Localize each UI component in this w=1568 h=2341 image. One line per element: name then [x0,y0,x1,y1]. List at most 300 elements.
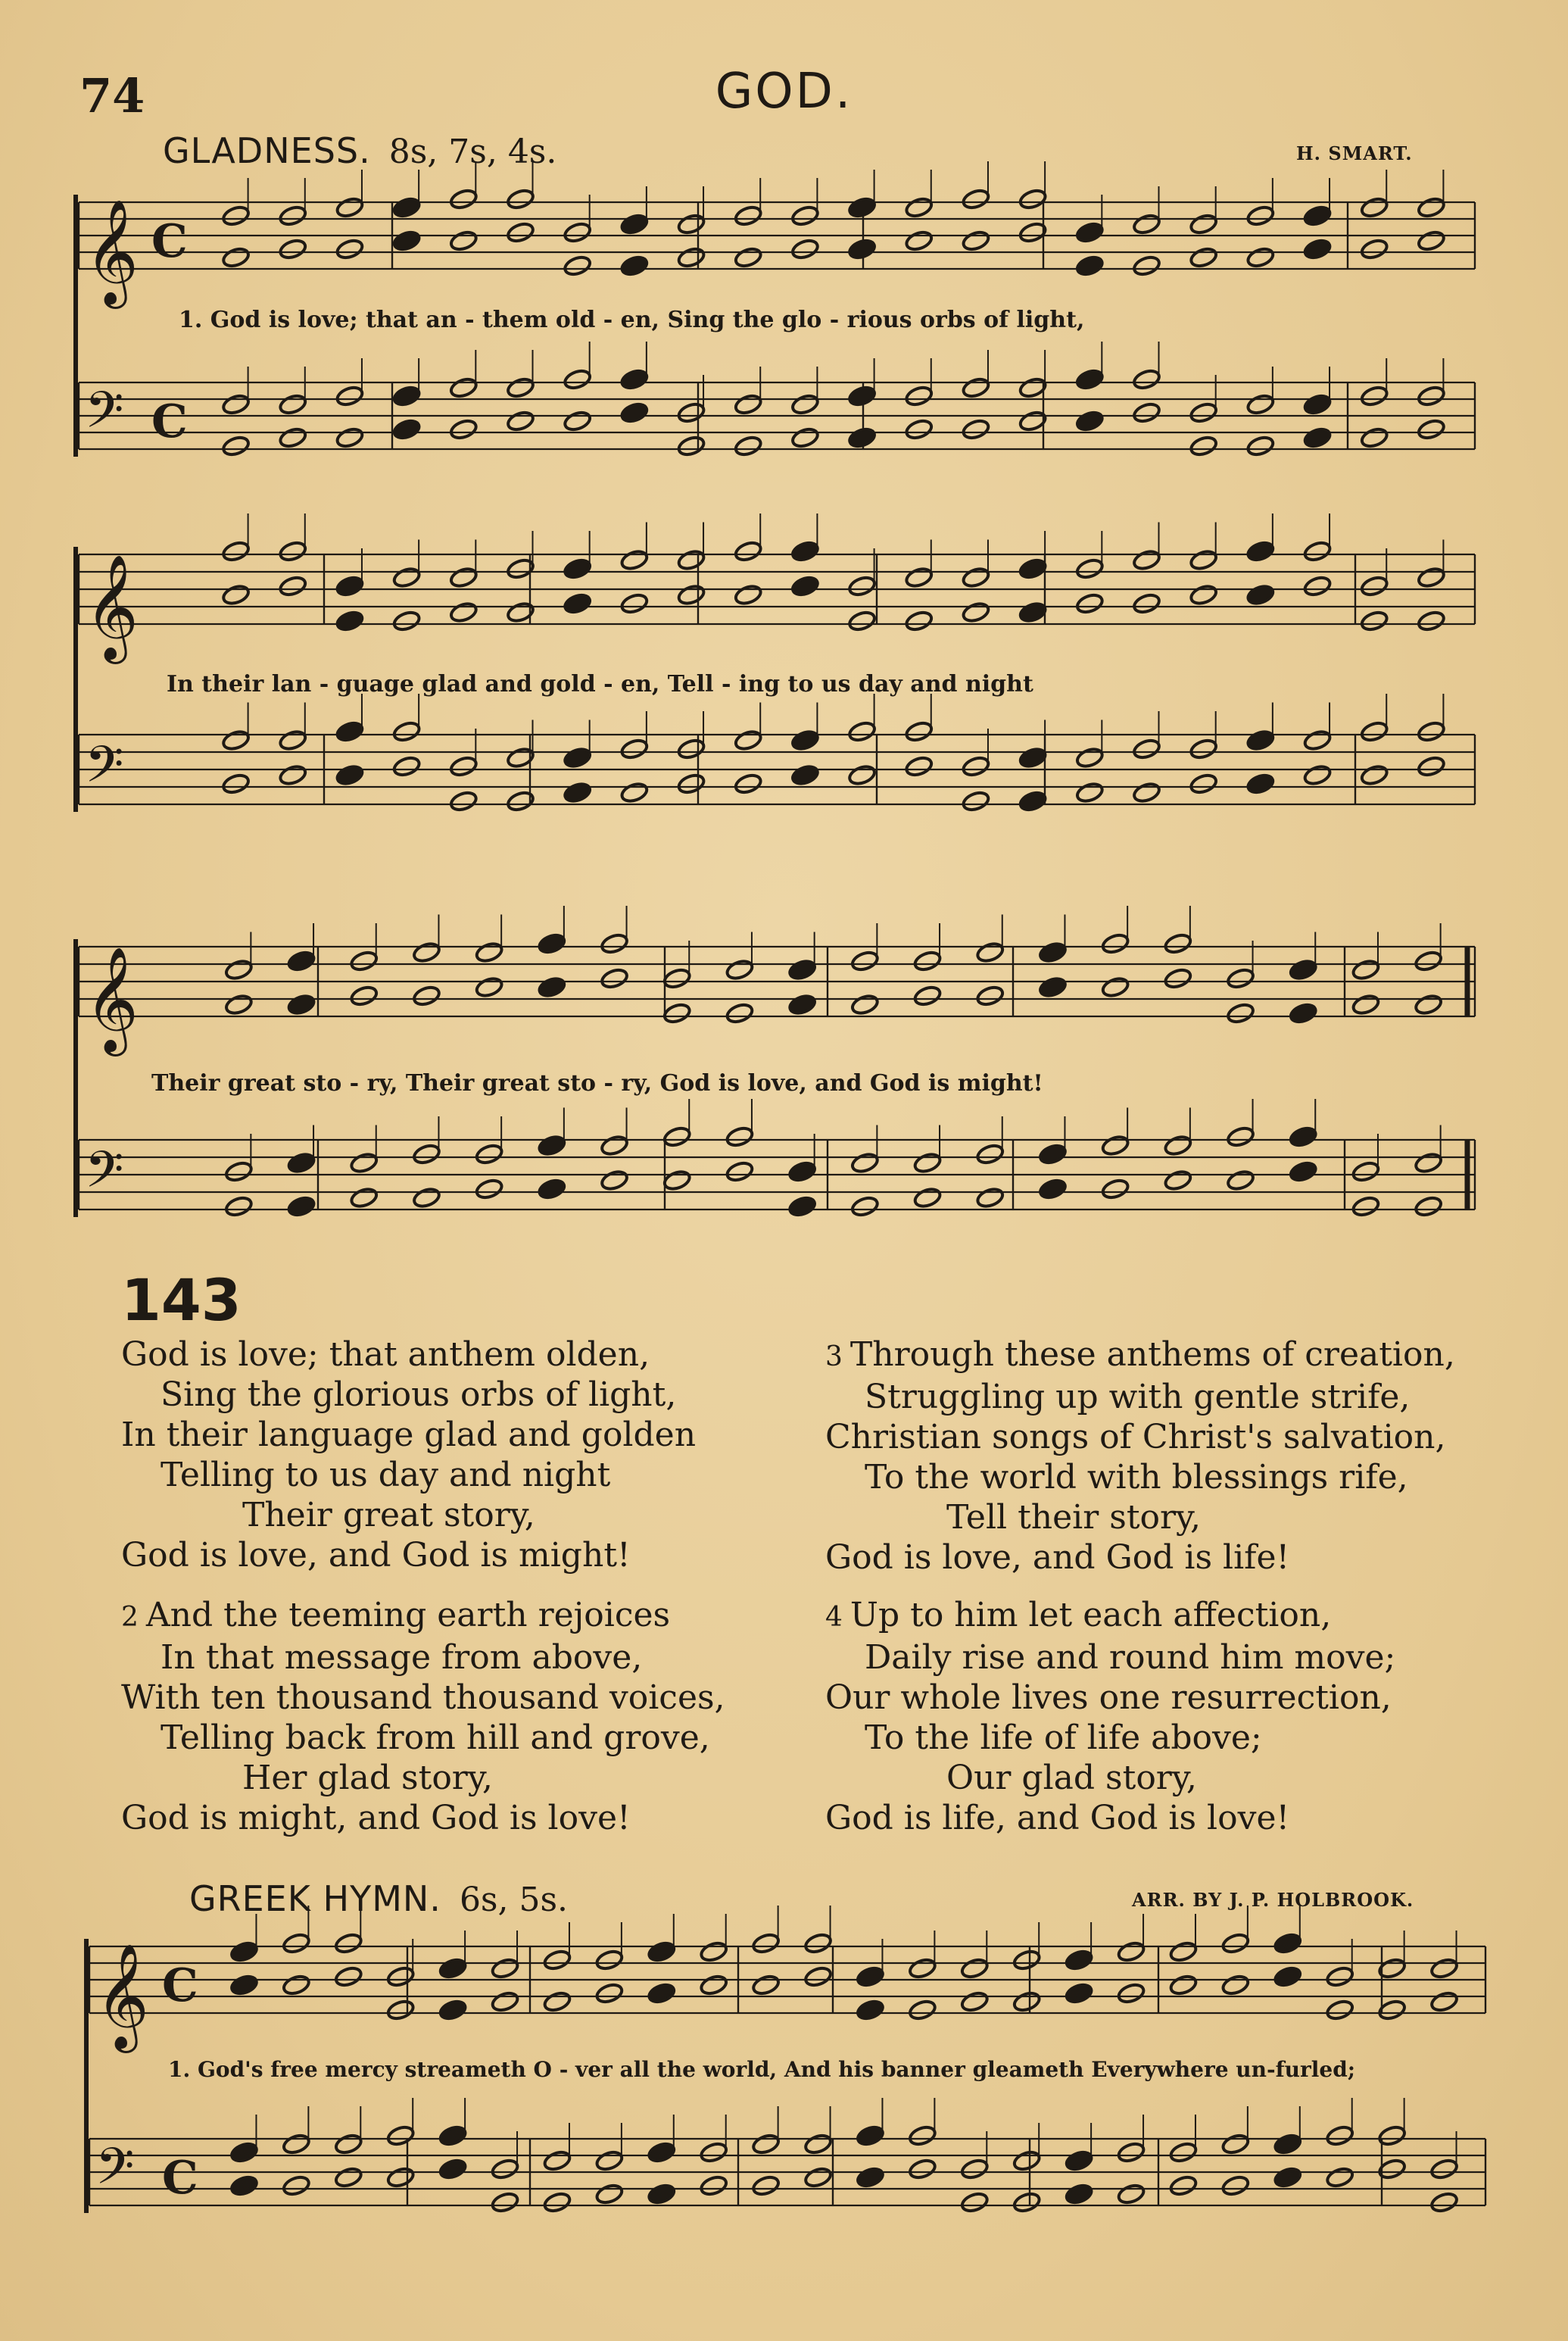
note-head [790,393,820,416]
note-head [1189,401,1218,424]
note-head [1038,941,1068,963]
note-head [335,426,365,449]
note-head [1273,2166,1302,2189]
note-head [1414,993,1443,1016]
note-head [1414,950,1443,972]
stanza-line: Through these anthems of creation, [849,1335,1455,1374]
note-head [975,1143,1005,1166]
note-head [563,781,592,804]
note-head [438,1999,468,2021]
verse-number: 4 [825,1602,843,1633]
note-head [734,246,763,269]
note-head [847,763,877,786]
note-head [1360,610,1389,632]
note-head [1414,1195,1443,1218]
note-head [904,566,934,588]
note-head [506,221,535,244]
note-head [449,376,479,399]
note-head [850,1195,880,1218]
note-head [491,2191,520,2214]
note-head [506,188,535,211]
verse-number: 2 [121,1602,139,1633]
note-head [904,196,934,219]
note-head [449,566,479,588]
note-head [278,204,307,227]
note-head [1351,993,1381,1016]
note-head [1132,368,1161,391]
note-head [449,790,479,813]
note-head [803,2133,833,2155]
stanza-1 [121,1334,696,1575]
note-head [751,2174,781,2197]
stanza-line: God is love, and God is life! [825,1538,1290,1577]
note-head [412,1186,441,1209]
note-head [563,592,592,615]
note-head [1360,720,1389,743]
note-head [1220,1932,1250,1955]
note-head [1226,1002,1255,1025]
note-head [913,985,943,1007]
note-head [600,1169,629,1191]
note-head [1101,932,1130,955]
note-head [790,204,820,227]
note-head [962,755,991,778]
note-head [1377,2124,1407,2147]
note-head [1117,1982,1146,2005]
note-head [563,368,592,391]
note-head [1038,1143,1068,1166]
note-head [790,575,820,598]
composer-credit: H. SMART. [1296,142,1413,164]
note-head [1289,1125,1318,1148]
note-head [506,376,535,399]
note-head [1012,1990,1042,2013]
note-head [904,720,934,743]
clef: 𝄞 [85,947,139,1052]
note-head [594,2149,624,2172]
note-head [1351,1160,1381,1183]
note-head [221,540,251,563]
note-head [287,1195,316,1218]
note-head [1220,1974,1250,1996]
note-head [856,2124,885,2147]
note-head [1360,426,1389,449]
note-head [334,2166,363,2189]
note-head [1132,548,1161,571]
note-head [790,763,820,786]
note-head [662,1125,692,1148]
note-head [491,2158,520,2180]
note-head [600,967,629,990]
note-head [847,238,877,261]
note-head [847,385,877,407]
note-head [1101,1178,1130,1200]
note-head [619,213,649,236]
note-head [278,575,307,598]
tune-meter: 6s, 5s. [459,1881,569,1919]
note-head [1189,583,1218,606]
note-head [392,720,422,743]
note-head [1189,773,1218,795]
note-head [1038,1178,1068,1200]
note-head [1220,2174,1250,2197]
note-head [908,1999,937,2021]
note-head [960,1957,990,1980]
note-head [224,993,254,1016]
note-head [1417,418,1446,441]
note-head [1163,967,1192,990]
note-head [563,410,592,432]
note-head [1169,2141,1199,2164]
note-head [1012,2149,1042,2172]
note-head [1245,773,1275,795]
note-head [221,583,251,606]
stanza-line: Struggling up with gentle strife, [865,1378,1411,1416]
note-head [662,967,692,990]
note-head [392,385,422,407]
note-head [537,1178,566,1200]
note-head [1075,592,1105,615]
note-head [790,238,820,261]
note-head [803,2166,833,2189]
note-head [904,755,934,778]
stanza-line: Telling back from hill and grove, [161,1718,710,1757]
note-head [751,1932,781,1955]
stanza-line: Christian songs of Christ's salvation, [825,1418,1446,1456]
clef: 𝄢 [85,1141,124,1211]
note-head [790,540,820,563]
clef: 𝄢 [85,381,124,451]
clef: 𝄞 [85,554,139,660]
note-head [449,755,479,778]
note-head [449,601,479,623]
note-head [1018,557,1048,580]
note-head [1075,410,1105,432]
note-head [913,1151,943,1174]
note-head [1417,566,1446,588]
note-head [1189,246,1218,269]
note-head [1065,2183,1094,2205]
note-head [334,1965,363,1988]
note-head [847,720,877,743]
note-head [1325,1999,1354,2021]
note-head [1245,204,1275,227]
note-head [647,1982,676,2005]
note-head [1325,2124,1354,2147]
note-head [1075,368,1105,391]
note-head [751,1974,781,1996]
note-head [847,610,877,632]
note-head [904,418,934,441]
note-head [412,985,441,1007]
note-head [563,746,592,769]
note-head [229,2174,259,2197]
note-head [734,583,763,606]
note-head [1303,763,1333,786]
note-head [1429,2191,1459,2214]
note-head [1273,1932,1302,1955]
note-head [677,246,706,269]
note-head [1289,1160,1318,1183]
stanza-4 [825,1595,1395,1838]
note-head [962,566,991,588]
clef: 𝄢 [95,2137,135,2208]
note-head [725,958,755,981]
tune-heading [189,1878,568,1919]
stanza-line: In that message from above, [161,1638,643,1677]
note-head [962,790,991,813]
note-head [349,1186,379,1209]
note-head [278,540,307,563]
note-head [335,575,365,598]
clef: 𝄢 [85,735,124,806]
note-head [1417,755,1446,778]
stanza-line: God is might, and God is love! [121,1799,631,1837]
stanza-line: Telling to us day and night [161,1456,611,1494]
note-head [1417,720,1446,743]
note-head [563,221,592,244]
note-head [1360,385,1389,407]
note-head [506,790,535,813]
note-head [904,229,934,252]
note-head [1360,196,1389,219]
note-head [224,1160,254,1183]
stanza-line: And the teeming earth rejoices [145,1596,671,1634]
note-head [960,2191,990,2214]
note-head [962,188,991,211]
note-head [1132,738,1161,760]
note-head [335,238,365,261]
note-head [386,2124,416,2147]
note-head [335,720,365,743]
tune-name: GLADNESS. [163,130,371,171]
note-head [282,2174,311,2197]
time-signature: C [151,215,188,268]
note-head [856,1999,885,2021]
note-head [850,950,880,972]
note-head [677,773,706,795]
note-head [962,229,991,252]
note-head [1117,1940,1146,1963]
note-head [908,2124,937,2147]
note-head [1351,1195,1381,1218]
page-title: GOD. [715,64,853,120]
note-head [1101,1134,1130,1156]
lyric-line-3: Their great sto - ry, Their great sto - ry, God is love, and God is might! [151,1070,1043,1097]
note-head [677,213,706,236]
note-head [677,401,706,424]
stanza-line: Her glad story, [242,1759,493,1797]
note-head [1289,958,1318,981]
hymn-number: 143 [121,1266,242,1334]
note-head [1117,2141,1146,2164]
note-head [475,1143,504,1166]
time-signature: C [151,395,188,448]
note-head [335,763,365,786]
note-head [677,738,706,760]
lyric-line-4: 1. God's free mercy streameth O - ver all the world, And his banner gleameth Everywhere un-furled; [168,2057,1356,2082]
note-head [1189,435,1218,457]
note-head [537,932,566,955]
note-head [594,1949,624,1971]
note-head [287,993,316,1016]
note-head [975,941,1005,963]
note-head [1303,238,1333,261]
note-head [229,1940,259,1963]
note-head [619,738,649,760]
note-head [734,540,763,563]
note-head [1065,1949,1094,1971]
stanza-line: Sing the glorious orbs of light, [161,1375,677,1414]
note-head [1169,1974,1199,1996]
note-head [287,1151,316,1174]
note-head [619,781,649,804]
note-head [847,426,877,449]
note-head [1245,435,1275,457]
note-head [677,435,706,457]
note-head [787,993,817,1016]
note-head [392,610,422,632]
note-head [1132,781,1161,804]
note-head [392,196,422,219]
note-head [619,548,649,571]
note-head [392,566,422,588]
stanza-line: Our glad story, [946,1759,1197,1797]
note-head [543,2149,572,2172]
time-signature: C [162,1959,198,2012]
note-head [1065,2149,1094,2172]
tune-meter: 8s, 7s, 4s. [388,133,557,171]
note-head [850,1151,880,1174]
note-head [386,2166,416,2189]
note-head [449,188,479,211]
note-head [1245,729,1275,751]
note-head [1075,557,1105,580]
note-head [386,1999,416,2021]
note-head [699,1940,728,1963]
note-head [1018,790,1048,813]
note-head [1245,583,1275,606]
note-head [803,1965,833,1988]
note-head [335,385,365,407]
note-head [563,557,592,580]
note-head [412,1143,441,1166]
note-head [543,2191,572,2214]
note-head [278,238,307,261]
note-head [1075,746,1105,769]
note-head [1169,1940,1199,1963]
note-head [908,1957,937,1980]
note-head [734,773,763,795]
note-head [1245,540,1275,563]
note-head [412,941,441,963]
note-head [856,2166,885,2189]
note-head [787,958,817,981]
note-head [221,773,251,795]
note-head [847,575,877,598]
note-head [1226,1125,1255,1148]
note-head [438,2124,468,2147]
stanza-line: God is love; that anthem olden, [121,1335,650,1374]
note-head [1245,393,1275,416]
stanza-2 [121,1595,725,1838]
note-head [1163,932,1192,955]
stanza-line: With ten thousand thousand voices, [121,1678,725,1717]
note-head [1163,1169,1192,1191]
note-head [847,196,877,219]
note-head [962,601,991,623]
note-head [751,2133,781,2155]
note-head [960,2158,990,2180]
note-head [438,1957,468,1980]
note-head [1417,196,1446,219]
note-head [221,435,251,457]
note-head [229,1974,259,1996]
note-head [1163,1134,1192,1156]
stanza-line: Daily rise and round him move; [865,1638,1396,1677]
note-head [619,368,649,391]
note-head [1414,1151,1443,1174]
note-head [392,755,422,778]
stanza-3 [825,1334,1455,1578]
note-head [619,592,649,615]
note-head [221,204,251,227]
note-head [962,376,991,399]
note-head [725,1125,755,1148]
note-head [600,932,629,955]
note-head [491,1957,520,1980]
note-head [1245,246,1275,269]
note-head [392,418,422,441]
note-head [1289,1002,1318,1025]
note-head [221,729,251,751]
note-head [392,229,422,252]
note-head [438,2158,468,2180]
note-head [334,1932,363,1955]
note-head [475,941,504,963]
note-head [1226,1169,1255,1191]
note-head [1360,763,1389,786]
note-head [278,426,307,449]
note-head [1273,1965,1302,1988]
note-head [1429,1990,1459,2013]
note-head [449,229,479,252]
note-head [790,729,820,751]
note-head [224,958,254,981]
note-head [335,610,365,632]
note-head [1325,2166,1354,2189]
note-head [1132,213,1161,236]
note-head [282,1932,311,1955]
note-head [594,1982,624,2005]
note-head [850,993,880,1016]
note-head [1303,729,1333,751]
note-head [1132,401,1161,424]
note-head [1065,1982,1094,2005]
note-head [278,729,307,751]
note-head [913,1186,943,1209]
note-head [647,2141,676,2164]
clef: 𝄞 [85,199,139,304]
note-head [1132,254,1161,277]
note-head [662,1169,692,1191]
note-head [803,1932,833,1955]
note-head [449,418,479,441]
note-head [543,1949,572,1971]
note-head [734,204,763,227]
note-head [904,385,934,407]
composer-credit: ARR. BY J. P. HOLBROOK. [1132,1889,1414,1911]
